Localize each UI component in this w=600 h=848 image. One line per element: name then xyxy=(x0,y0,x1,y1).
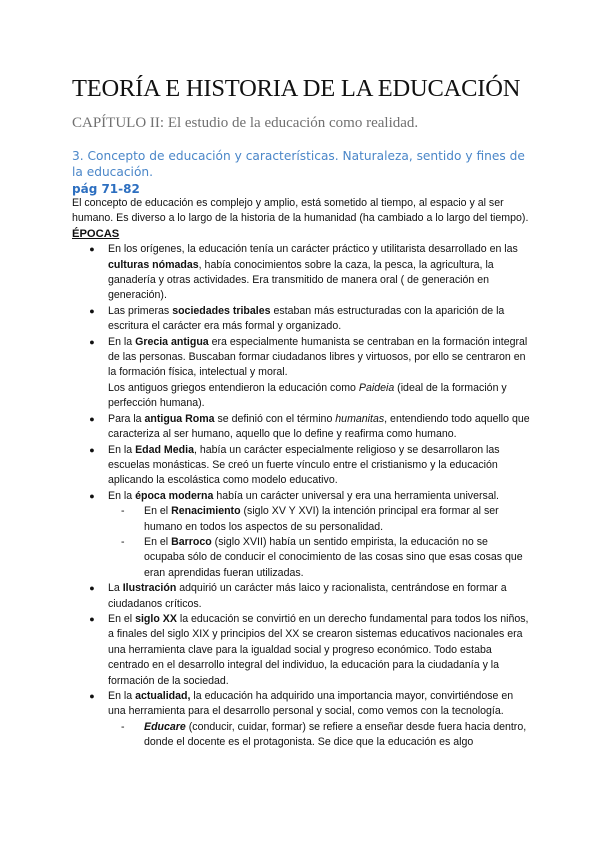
list-item-epoca-moderna: ● En la época moderna había un carácter universal y era una herramienta universal. - En el Renacimiento (siglo XV Y XVI) la intención principal era formar al ser humano en todos los aspectos de su personalidad. - En el Barroco (siglo XVII) había un sentido empirista, la educación no se ocupaba sólo de conducir el conocimiento de las cosas sino que esas cosas que eran aprendidas fueran utilizadas. xyxy=(72,489,530,581)
list-item-origenes: ● En los orígenes, la educación tenía un carácter práctico y utilitarista desarrollado en las culturas nómadas, había conocimientos sobre la caza, la pesca, la agricultura, la ganadería y otras actividades. Era transmitido de manera oral ( de generación en generación). xyxy=(72,242,530,304)
dash-marker: - xyxy=(121,535,125,548)
epocas-list xyxy=(72,242,530,750)
section-heading: 3. Concepto de educación y características. Naturaleza, sentido y fines de la educación. xyxy=(72,149,525,179)
term-barroco: Barroco xyxy=(171,535,212,548)
list-item-edad-media: ● En la Edad Media, había un carácter especialmente religioso y se desarrollaron las escuelas monásticas. Se creó un fuerte vínculo entre el cristianismo y la educación aplicando la escolástica como modelo educativo. xyxy=(72,443,530,489)
page-reference: pág 71-82 xyxy=(72,182,140,196)
bullet-icon: ● xyxy=(89,413,95,424)
term-humanitas: humanitas xyxy=(335,412,385,425)
chapter-subtitle: CAPÍTULO II: El estudio de la educación como realidad. xyxy=(72,115,419,131)
epoca-moderna-sublist xyxy=(108,504,530,581)
document-title: TEORÍA E HISTORIA DE LA EDUCACIÓN xyxy=(72,75,521,102)
list-item-sociedades-tribales: ● Las primeras sociedades tribales estaban más estructuradas con la aparición de la escritura el carácter era más formal y organizado. xyxy=(72,304,530,335)
dash-marker: - xyxy=(121,505,125,518)
list-item-actualidad: ● En la actualidad, la educación ha adquirido una importancia mayor, convirtiéndose en una herramienta para el desarrollo personal y social, como vemos con la tecnología. - Educare (conducir, cuidar, formar) se refiere a enseñar desde fuera hacia dentro, donde el docente es el protagonista. Se dice que la educación es algo xyxy=(72,689,530,751)
sublist-item-renacimiento: - En el Renacimiento (siglo XV Y XVI) la intención principal era formar al ser humano en todos los aspectos de su personalidad. xyxy=(121,505,499,533)
epocas-heading: ÉPOCAS xyxy=(72,227,120,240)
bullet-icon: ● xyxy=(89,490,95,501)
term-grecia-antigua: Grecia antigua xyxy=(135,335,209,348)
list-item-ilustracion: ● La Ilustración adquirió un carácter más laico y racionalista, centrándose en formar a ciudadanos críticos. xyxy=(72,581,530,612)
term-ilustracion: Ilustración xyxy=(122,582,177,595)
list-item-roma: ● Para la antigua Roma se definió con el término humanitas, entendiendo todo aquello que caracteriza al ser humano, aquello que lo define y reafirma como humano. xyxy=(72,412,530,443)
bullet-icon: ● xyxy=(89,691,95,701)
term-antigua-roma: antigua Roma xyxy=(144,412,215,425)
bullet-icon: ● xyxy=(89,336,95,347)
term-paideia: Paideia xyxy=(358,381,395,394)
term-siglo-xx: siglo XX xyxy=(135,612,177,625)
intro-paragraph: El concepto de educación es complejo y amplio, está sometido al tiempo, al espacio y al ser humano. Es diverso a lo largo de la historia de la humanidad (ha cambiado a lo largo del tiempo). xyxy=(72,197,529,225)
term-sociedades-tribales: sociedades tribales xyxy=(172,304,271,317)
bullet-icon: ● xyxy=(89,305,95,316)
term-epoca-moderna: época moderna xyxy=(135,489,214,502)
dash-marker: - xyxy=(121,720,125,733)
bullet-icon: ● xyxy=(89,244,95,255)
term-edad-media: Edad Media xyxy=(135,443,194,456)
term-culturas-nomadas: culturas nómadas xyxy=(108,258,199,271)
list-item-grecia: ● En la Grecia antigua era especialmente humanista se centraban en la formación integral de las personas. Buscaban formar ciudadanos libres y virtuosos, por ello se centraron en la formación física, intelectual y moral. Los antiguos griegos entendieron la educación como Paideia (ideal de la formación y perfección humana). xyxy=(72,335,530,412)
bullet-icon: ● xyxy=(89,583,95,594)
bullet-icon: ● xyxy=(89,444,95,455)
actualidad-sublist xyxy=(108,720,530,751)
term-actualidad: actualidad, xyxy=(135,690,191,702)
sublist-item-educare: - Educare (conducir, cuidar, formar) se refiere a enseñar desde fuera hacia dentro, donde el docente es el protagonista. Se dice que la educación es algo xyxy=(121,720,527,749)
document-body xyxy=(72,196,530,751)
bullet-icon: ● xyxy=(89,613,95,624)
list-item-siglo-xx: ● En el siglo XX la educación se convirtió en un derecho fundamental para todos los niños, a finales del siglo XIX y principios del XX se crearon sistemas educativos nacionales era una herramienta clave para la igualdad social y progreso económico. Todo estaba centrado en el desarrollo integral del individuo, la educación para la ciudadanía y la formación de la sociedad. xyxy=(72,612,530,689)
term-educare: Educare xyxy=(144,720,186,733)
sublist-item-barroco: - En el Barroco (siglo XVII) había un sentido empirista, la educación no se ocupaba sólo de conducir el conocimiento de las cosas sino que esas cosas que eran aprendidas fueran utilizadas. xyxy=(121,535,523,579)
term-renacimiento: Renacimiento xyxy=(171,505,241,518)
